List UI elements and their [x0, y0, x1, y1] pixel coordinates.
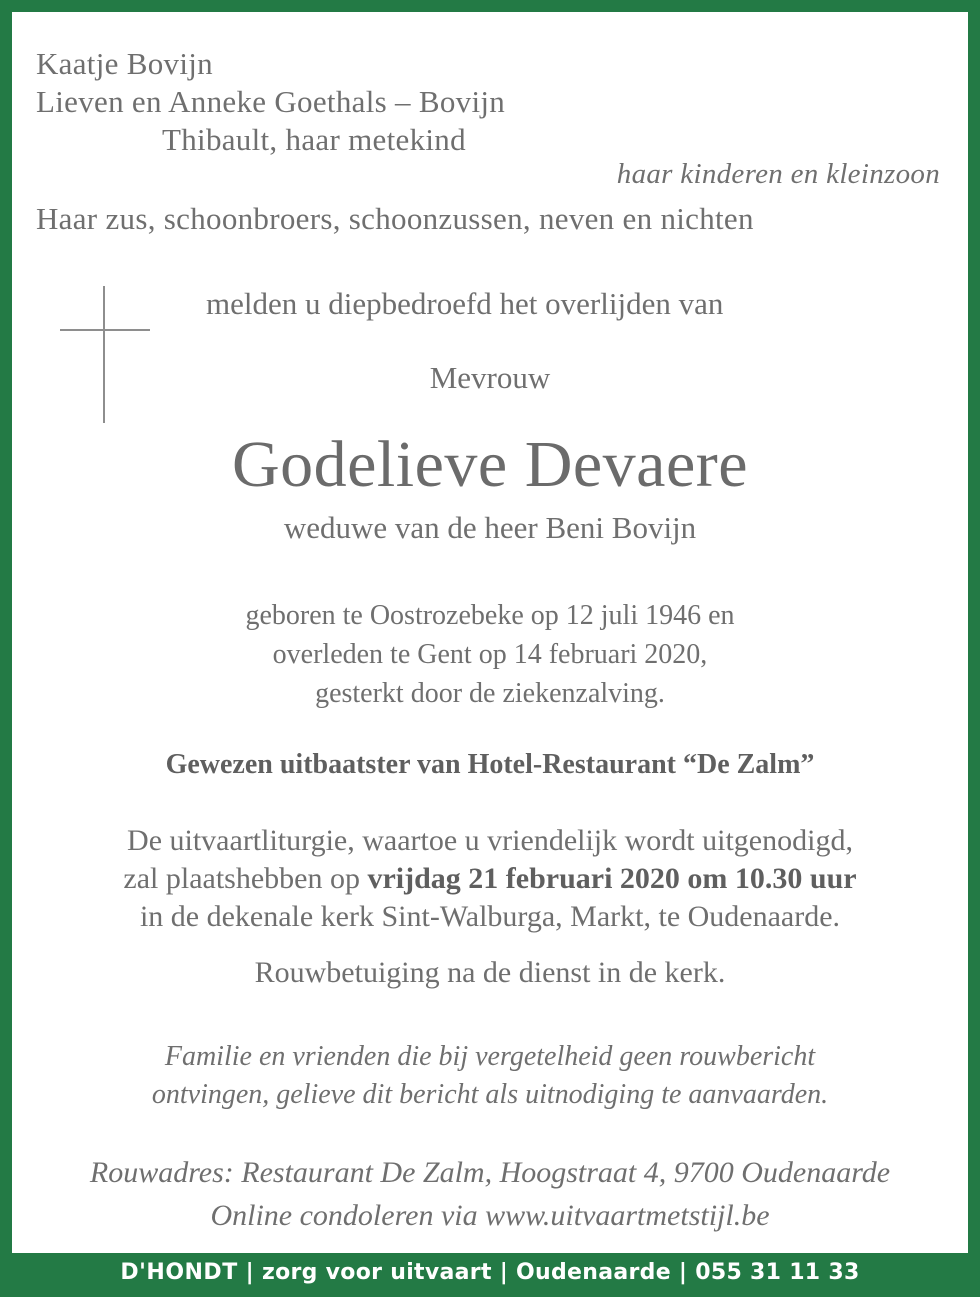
footer-text	[0, 1253, 980, 1293]
sacrament-text: gesterkt door de ziekenzalving.	[315, 678, 665, 709]
deceased-name: Godelieve Devaere	[231, 428, 749, 501]
funeral-line-1: De uitvaartliturgie, waartoe u vriendelijk wordt uitgenodigd,	[127, 824, 853, 857]
notice-line-1: Familie en vrienden die bij vergetelheid geen rouwbericht	[164, 1041, 816, 1072]
funeral-line-3: in de dekenale kerk Sint-Walburga, Markt, te Oudenaarde.	[139, 900, 841, 933]
footer-brand: D'HONDT	[120, 1260, 238, 1285]
footer-phone: 055 31 11 33	[695, 1260, 860, 1285]
condolence-text: Rouwbetuiging na de dienst in de kerk.	[254, 956, 726, 989]
online-condolence-line: Online condoleren via www.uitvaartmetstijl.be	[210, 1199, 770, 1232]
footer-bar	[0, 1253, 980, 1297]
notice-line-2: ontvingen, gelieve dit bericht als uitnodiging te aanvaarden.	[151, 1079, 829, 1110]
family-line-3: Thibault, haar metekind	[162, 122, 466, 157]
footer-separator: |	[499, 1260, 509, 1285]
footer-city: Oudenaarde	[516, 1260, 671, 1285]
family-line-2: Lieven en Anneke Goethals – Bovijn	[36, 84, 506, 119]
funeral-line-2	[0, 862, 980, 896]
footer-separator: |	[678, 1260, 688, 1285]
intro-text: melden u diepbedroefd het overlijden van	[206, 286, 724, 321]
birth-text: geboren te Oostrozebeke op 12 juli 1946 en	[245, 600, 735, 631]
footer-tagline: zorg voor uitvaart	[261, 1260, 492, 1285]
family-caption: haar kinderen en kleinzoon	[616, 158, 940, 190]
family-line-1: Kaatje Bovijn	[36, 46, 213, 81]
title-text: Mevrouw	[429, 360, 551, 395]
funeral-date: vrijdag 21 februari 2020 om 10.30 uur	[367, 862, 857, 895]
death-text: overleden te Gent op 14 februari 2020,	[272, 639, 708, 670]
spouse-text: weduwe van de heer Beni Bovijn	[283, 510, 697, 545]
family-line-4: Haar zus, schoonbroers, schoonzussen, neven en nichten	[36, 201, 754, 236]
occupation-text: Gewezen uitbaatster van Hotel-Restaurant “De Zalm”	[165, 749, 815, 780]
address-line: Rouwadres: Restaurant De Zalm, Hoogstraat 4, 9700 Oudenaarde	[89, 1156, 891, 1189]
footer-separator: |	[245, 1260, 255, 1285]
funeral-line-2-prefix: zal plaatshebben op	[123, 862, 368, 895]
